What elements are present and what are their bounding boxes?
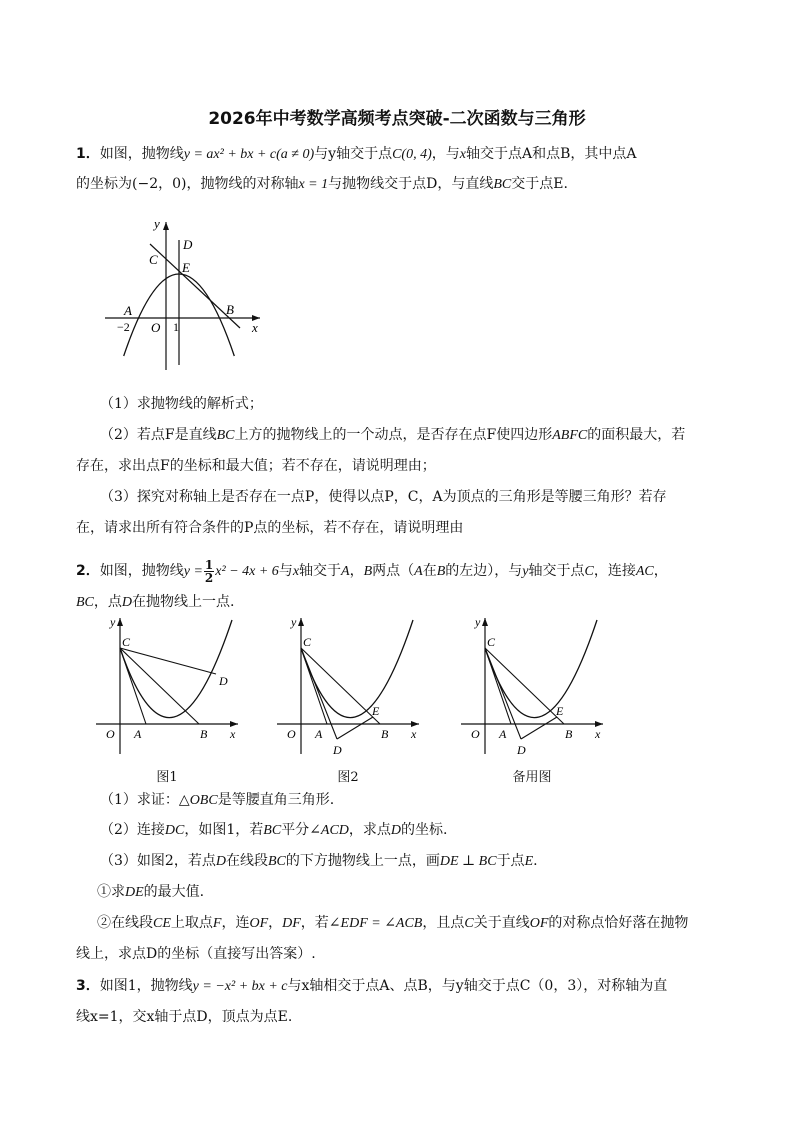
q2-text: 与	[278, 563, 293, 579]
q2-math: F	[212, 916, 222, 931]
q2-f2-label-y: y	[291, 615, 297, 629]
q2-f3-label-c: C	[487, 635, 496, 649]
q2-math: CE	[153, 916, 171, 931]
q2-math: B	[363, 564, 373, 579]
q2-math: D	[215, 854, 226, 869]
q2-f1-label-b: B	[200, 727, 208, 741]
q2-f2-label-a: A	[315, 727, 323, 741]
q1-text: 与y轴交于点	[314, 146, 393, 162]
q1-math: C(0, 4)	[392, 147, 432, 162]
q2-text: ①求	[97, 884, 125, 900]
q2-figure-2	[273, 614, 423, 764]
q2-text: 在线段	[225, 853, 268, 869]
q2-text: 的左边），与	[445, 563, 523, 579]
q2-math: BC	[76, 595, 94, 610]
q2-f2-label-b: B	[381, 727, 389, 741]
q2-math: E	[524, 854, 534, 869]
q2-f3-label-b: B	[565, 727, 573, 741]
q2-f2-label-e: E	[372, 704, 380, 718]
q2-math: DF	[282, 916, 301, 931]
q2-text: 两点（	[372, 563, 415, 579]
q2-math: A	[414, 564, 423, 579]
q2-fraction-denominator: 2	[204, 570, 214, 585]
q2-math: OF	[529, 916, 549, 931]
q1-part-2-line-2: 存在，求出点F的坐标和最大值；若不存在，请说明理由；	[76, 458, 436, 474]
q2-f2-segment-cd	[301, 648, 337, 739]
q2-text: ，如图1，若	[184, 822, 264, 838]
q2-fraction-numerator: 1	[204, 557, 214, 572]
q2-f1-label-c: C	[122, 635, 131, 649]
q1-line-2	[76, 174, 568, 195]
q1-label-o: O	[151, 320, 161, 335]
q2-f3-segment-ca	[485, 648, 511, 724]
q2-text: 在	[422, 563, 437, 579]
q1-math: BC	[216, 428, 235, 443]
q2-f1-segment-cb	[120, 648, 199, 724]
q2-f1-label-y: y	[110, 615, 116, 629]
q2-math: x	[292, 564, 300, 579]
q2-math: C	[584, 564, 594, 579]
q2-text: ，连	[221, 915, 250, 931]
q1-math: x = 1	[298, 177, 329, 192]
q2-text: 于点	[496, 853, 525, 869]
q2-text: 关于直线	[473, 915, 530, 931]
q2-text: ，	[268, 915, 283, 931]
q1-text: 的面积最大，若	[587, 427, 686, 443]
q2-math: ∠EDF = ∠ACB	[328, 916, 423, 931]
q1-text: 轴交于点A和点B，其中点A	[465, 146, 637, 162]
q2-math: C	[464, 916, 474, 931]
q2-math: y	[522, 564, 529, 579]
q2-fraction	[204, 559, 214, 584]
q2-number: 2．	[76, 563, 100, 579]
q2-part-2	[100, 820, 448, 841]
q2-f1-parabola	[120, 620, 232, 718]
q2-text: ，且点	[422, 915, 465, 931]
q2-caption-2: 图2	[337, 770, 359, 785]
q2-text: 的对称点恰好落在抛物	[548, 915, 689, 931]
q2-f2-segment-ca	[301, 648, 327, 724]
q2-caption-1: 图1	[156, 770, 178, 785]
q1-equation: y = ax² + bx + c(a ≠ 0)	[183, 147, 315, 162]
q2-f1-segment-cd	[120, 648, 216, 674]
q1-text: 的坐标为(−2，0)，抛物线的对称轴	[76, 176, 299, 192]
q1-math: BC	[493, 177, 512, 192]
q2-f3-label-o: O	[471, 727, 480, 741]
q2-f3-y-arrow-icon	[482, 618, 488, 626]
q2-f3-label-x: x	[595, 727, 601, 741]
q2-text: （3）如图2，若点	[100, 853, 216, 869]
q2-text: ，	[653, 563, 668, 579]
q2-text: .	[533, 853, 538, 869]
q1-text: ，与	[431, 146, 460, 162]
q2-text: 如图，抛物线	[99, 563, 184, 579]
page-title: 2026年中考数学高频考点突破-二次函数与三角形	[208, 109, 586, 129]
q3-number: 3．	[76, 978, 100, 994]
q1-figure	[100, 210, 270, 375]
q1-math: ABFC	[552, 428, 588, 443]
q2-math: D	[390, 823, 402, 838]
q2-f2-label-d: D	[333, 743, 342, 757]
q1-text: 上方的抛物线上的一个动点，是否存在点F使四边形	[234, 427, 553, 443]
q1-label-neg2: −2	[117, 320, 130, 334]
q2-math: DE ⊥ BC	[439, 854, 497, 869]
q2-math: AC	[635, 564, 654, 579]
q2-math: y =	[183, 564, 203, 579]
q1-part-1: （1）求抛物线的解析式；	[100, 396, 263, 412]
q1-text: 如图，抛物线	[99, 146, 184, 162]
q2-text: ，若	[300, 915, 329, 931]
q2-line-2	[76, 592, 234, 613]
q2-text: ②在线段	[97, 915, 153, 931]
q2-text: ，求点	[348, 822, 391, 838]
q2-figure-3	[457, 614, 607, 764]
q2-f2-label-o: O	[287, 727, 296, 741]
q2-f3-label-a: A	[499, 727, 507, 741]
q2-math: DE	[125, 885, 144, 900]
q2-math: BC	[263, 823, 282, 838]
q2-part-3	[100, 851, 538, 872]
q1-text: 交于点E.	[511, 176, 568, 192]
q2-f2-label-x: x	[411, 727, 417, 741]
q2-math: DC	[164, 823, 185, 838]
q2-text: ，点	[93, 594, 122, 610]
q2-caption-3: 备用图	[512, 770, 552, 785]
q2-equation: x² − 4x + 6	[215, 564, 279, 579]
q2-text: （2）连接	[100, 822, 165, 838]
q1-label-b: B	[226, 302, 234, 317]
q1-label-a: A	[124, 303, 132, 318]
q2-sub-2-line-1	[97, 913, 688, 934]
q2-f3-segment-de	[521, 717, 557, 739]
q3-line-2: 线x=1，交x轴于点D，顶点为点E.	[76, 1009, 293, 1025]
q2-f2-segment-cb	[301, 648, 380, 724]
q2-f3-segment-cd	[485, 648, 521, 739]
q2-text: 是等腰直角三角形.	[217, 792, 335, 808]
q1-part-2-line-1	[100, 425, 685, 446]
q2-f2-y-arrow-icon	[298, 618, 304, 626]
q1-label-c: C	[149, 252, 158, 267]
q2-text: 平分	[281, 822, 310, 838]
q2-figure-1	[92, 614, 242, 764]
q3-text: 如图1，抛物线	[99, 978, 193, 994]
q2-part-1	[100, 790, 334, 811]
q2-f3-label-y: y	[475, 615, 481, 629]
q1-label-y: y	[154, 216, 160, 231]
q2-text: 在抛物线上一点.	[132, 594, 235, 610]
q2-math: D	[121, 595, 133, 610]
q2-f2-segment-de	[337, 717, 373, 739]
q1-label-d: D	[183, 237, 193, 252]
q1-number: 1．	[76, 146, 100, 162]
q2-f3-segment-cb	[485, 648, 564, 724]
q2-f3-label-d: D	[517, 743, 526, 757]
q2-text: 的坐标.	[401, 822, 448, 838]
q3-math: y = −x² + bx + c	[192, 979, 288, 994]
q2-f2-parabola	[301, 620, 413, 718]
q2-f1-y-arrow-icon	[117, 618, 123, 626]
q2-math: A	[341, 564, 350, 579]
q2-f1-label-a: A	[134, 727, 142, 741]
q3-text: 与x轴相交于点A、点B，与y轴交于点C（0，3），对称轴为直	[287, 978, 668, 994]
q2-math: BC	[267, 854, 286, 869]
q3-line-1	[76, 976, 667, 997]
q2-text: ，连接	[593, 563, 636, 579]
q2-text: 上取点	[170, 915, 213, 931]
q2-f2-label-c: C	[303, 635, 312, 649]
q2-text: ，	[349, 563, 364, 579]
q1-part-3-line-1: （3）探究对称轴上是否存在一点P，使得以点P，C，A为顶点的三角形是等腰三角形？若存	[100, 489, 667, 505]
q2-f1-label-d: D	[219, 674, 228, 688]
q1-text: （2）若点F是直线	[100, 427, 217, 443]
q2-f1-segment-ca	[120, 648, 146, 724]
q1-label-1: 1	[173, 320, 179, 334]
q1-line-1	[76, 144, 636, 165]
q2-math: △OBC	[178, 793, 218, 808]
q2-text: 轴交于点	[528, 563, 585, 579]
q2-math: OF	[249, 916, 269, 931]
q1-label-x: x	[252, 320, 258, 335]
q2-text: 的最大值.	[143, 884, 205, 900]
q2-math: ∠ACD	[309, 823, 349, 838]
q2-math: B	[436, 564, 446, 579]
q2-text: 的下方抛物线上一点，画	[285, 853, 440, 869]
q1-label-e: E	[182, 260, 190, 275]
q2-f1-label-x: x	[230, 727, 236, 741]
q1-part-3-line-2: 在，请求出所有符合条件的P点的坐标，若不存在，请说明理由	[76, 520, 464, 536]
q1-text: 与抛物线交于点D，与直线	[328, 176, 494, 192]
q1-y-arrow-icon	[163, 222, 169, 230]
q2-sub-1	[97, 882, 204, 903]
q2-text: 轴交于	[299, 563, 342, 579]
q2-sub-2-line-2: 线上，求点D的坐标（直接写出答案）.	[76, 946, 316, 962]
q2-line-1	[76, 558, 668, 585]
q1-math: x	[459, 147, 466, 162]
q2-f3-label-e: E	[556, 704, 564, 718]
q2-f3-parabola	[485, 620, 597, 718]
q2-f1-label-o: O	[106, 727, 115, 741]
q2-text: （1）求证：	[100, 792, 179, 808]
